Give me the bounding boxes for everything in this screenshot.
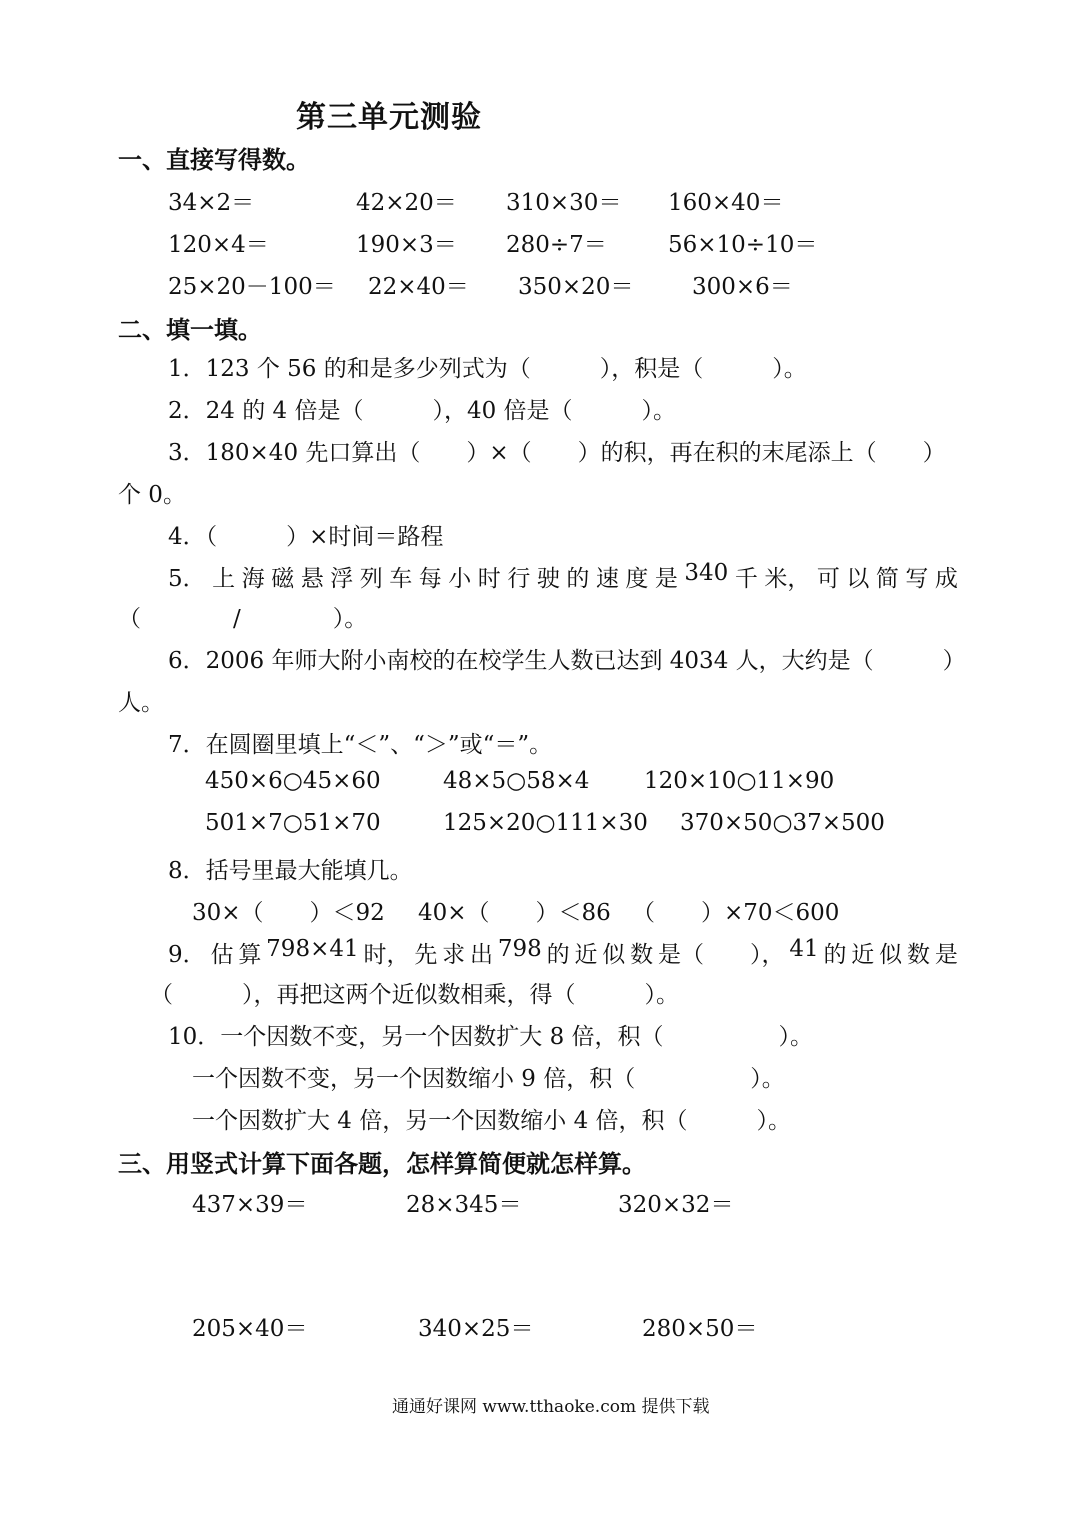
question-6-line-2: 人。: [118, 690, 164, 716]
question-10-line-3: 一个因数扩大 4 倍，另一个因数缩小 4 倍，积（ ）。: [192, 1108, 792, 1134]
question-8: 8．括号里最大能填几。: [168, 858, 413, 884]
section-1-heading: 一、直接写得数。: [118, 145, 310, 174]
question-9-line-2: （ ），再把这两个近似数相乘，得（ ）。: [150, 982, 679, 1008]
calc-item: 25×20－100＝: [168, 274, 336, 300]
question-9-line-1: 9． 估 算 798×41 时， 先 求 出 798 的 近 似 数 是（ ）， 41 的 近 似 数 是: [168, 936, 958, 968]
footer-source-note: 通通好课网 www.tthaoke.com 提供下载: [392, 1397, 710, 1417]
question-1: 1．123 个 56 的和是多少列式为（ ），积是（ ）。: [168, 356, 807, 382]
vertical-calc-item: 320×32＝: [618, 1192, 734, 1218]
question-3-line-1: 3．180×40 先口算出（ ）×（ ）的积，再在积的末尾添上（ ）: [168, 440, 946, 466]
question-10-line-2: 一个因数不变，另一个因数缩小 9 倍，积（ ）。: [192, 1066, 785, 1092]
vertical-calc-item: 340×25＝: [418, 1316, 534, 1342]
question-4: 4．（ ）×时间＝路程: [168, 524, 444, 550]
calc-item: 120×4＝: [168, 232, 269, 258]
calc-item: 280÷7＝: [506, 232, 607, 258]
compare-item: 450×6○45×60: [205, 768, 381, 794]
calc-item: 34×2＝: [168, 190, 255, 216]
section-2-heading: 二、填一填。: [118, 315, 262, 344]
vertical-calc-item: 28×345＝: [406, 1192, 522, 1218]
calc-item: 350×20＝: [518, 274, 634, 300]
question-6-line-1: 6．2006 年师大附小南校的在校学生人数已达到 4034 人，大约是（ ）: [168, 648, 966, 674]
calc-item: 42×20＝: [356, 190, 457, 216]
compare-item: 48×5○58×4: [443, 768, 590, 794]
fill-item: 30×（ ）＜92: [192, 900, 385, 926]
question-7: 7．在圆圈里填上“＜”、“＞”或“＝”。: [168, 732, 553, 758]
vertical-calc-item: 280×50＝: [642, 1316, 758, 1342]
calc-item: 56×10÷10＝: [668, 232, 818, 258]
calc-item: 300×6＝: [692, 274, 793, 300]
compare-item: 501×7○51×70: [205, 810, 381, 836]
page-title: 第三单元测验: [296, 100, 482, 135]
question-5-line-1: 5． 上 海 磁 悬 浮 列 车 每 小 时 行 驶 的 速 度 是 340 千 米， 可 以 简 写 成: [168, 560, 958, 592]
compare-item: 125×20○111×30: [443, 810, 648, 836]
question-5-line-2: （ / ）。: [118, 606, 368, 632]
fill-item: 40×（ ）＜86: [418, 900, 611, 926]
section-3-heading: 三、用竖式计算下面各题，怎样算简便就怎样算。: [118, 1149, 646, 1178]
compare-item: 120×10○11×90: [644, 768, 835, 794]
calc-item: 310×30＝: [506, 190, 622, 216]
calc-item: 160×40＝: [668, 190, 784, 216]
vertical-calc-item: 205×40＝: [192, 1316, 308, 1342]
compare-item: 370×50○37×500: [680, 810, 885, 836]
calc-item: 190×3＝: [356, 232, 457, 258]
question-2: 2．24 的 4 倍是（ ），40 倍是（ ）。: [168, 398, 677, 424]
question-10-line-1: 10．一个因数不变，另一个因数扩大 8 倍，积（ ）。: [168, 1024, 814, 1050]
question-3-line-2: 个 0。: [118, 482, 186, 508]
calc-item: 22×40＝: [368, 274, 469, 300]
fill-item: （ ）×70＜600: [632, 900, 840, 926]
vertical-calc-item: 437×39＝: [192, 1192, 308, 1218]
